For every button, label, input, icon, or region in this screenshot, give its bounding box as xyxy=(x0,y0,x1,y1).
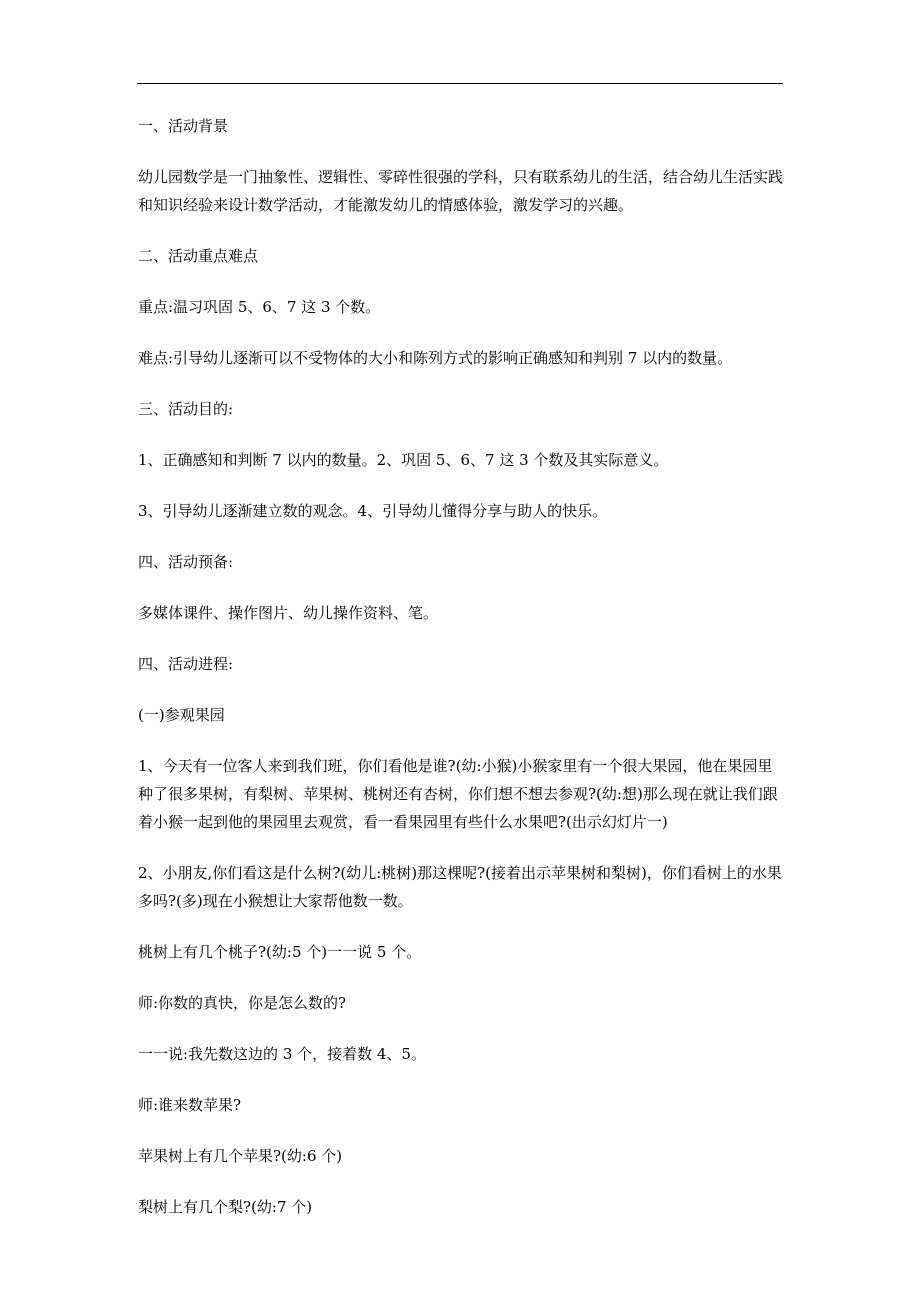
paragraph-teacher-apples: 师:谁来数苹果? xyxy=(138,1096,242,1114)
paragraph-apple-count: 苹果树上有几个苹果?(幼:6 个) xyxy=(138,1147,343,1165)
paragraph-materials: 多媒体课件、操作图片、幼儿操作资料、笔。 xyxy=(138,604,439,622)
paragraph-key-point: 重点:温习巩固 5、6、7 这 3 个数。 xyxy=(138,298,381,316)
paragraph-objectives-3-4: 3、引导幼儿逐渐建立数的观念。4、引导幼儿懂得分享与助人的快乐。 xyxy=(138,502,608,520)
paragraph-peach-count: 桃树上有几个桃子?(幼:5 个)一一说 5 个。 xyxy=(138,943,422,961)
paragraph-step-2: 2、小朋友,你们看这是什么树?(幼儿:桃树)那这棵呢?(接着出示苹果树和梨树)，你们看树上的水果多吗?(多)现在小猴想让大家帮他数一数。 xyxy=(138,864,782,910)
paragraph-child-answer: 一一说:我先数这边的 3 个，接着数 4、5。 xyxy=(138,1045,426,1063)
document-body xyxy=(138,112,786,1244)
section-heading-background: 一、活动背景 xyxy=(138,117,229,135)
section-heading-objectives: 三、活动目的: xyxy=(138,400,234,418)
paragraph-step-1: 1、今天有一位客人来到我们班，你们看他是谁?(幼:小猴)小猴家里有一个很大果园，他在果园里种了很多果树，有梨树、苹果树、桃树还有杏树，你们想不想去参观?(幼:想)那么现在就让我们跟着小猴一起到他的果园里去观赏，看一看果园里有些什么水果吧?(出示幻灯片一) xyxy=(138,757,778,831)
paragraph-pear-count: 梨树上有几个梨?(幼:7 个) xyxy=(138,1198,313,1216)
paragraph-background-text: 幼儿园数学是一门抽象性、逻辑性、零碎性很强的学科，只有联系幼儿的生活，结合幼儿生活实践和知识经验来设计数学活动，才能激发幼儿的情感体验，激发学习的兴趣。 xyxy=(138,168,784,214)
subheading-orchard-visit: (一)参观果园 xyxy=(138,706,225,724)
header-rule xyxy=(137,83,783,84)
section-heading-preparation: 四、活动预备: xyxy=(138,553,234,571)
section-heading-key-points: 二、活动重点难点 xyxy=(138,247,259,265)
paragraph-difficulty: 难点:引导幼儿逐渐可以不受物体的大小和陈列方式的影响正确感知和判别 7 以内的数量。 xyxy=(138,349,733,367)
paragraph-objectives-1-2: 1、正确感知和判断 7 以内的数量。2、巩固 5、6、7 这 3 个数及其实际意义。 xyxy=(138,451,669,469)
section-heading-process: 四、活动进程: xyxy=(138,655,234,673)
paragraph-teacher-question: 师:你数的真快，你是怎么数的? xyxy=(138,994,347,1012)
